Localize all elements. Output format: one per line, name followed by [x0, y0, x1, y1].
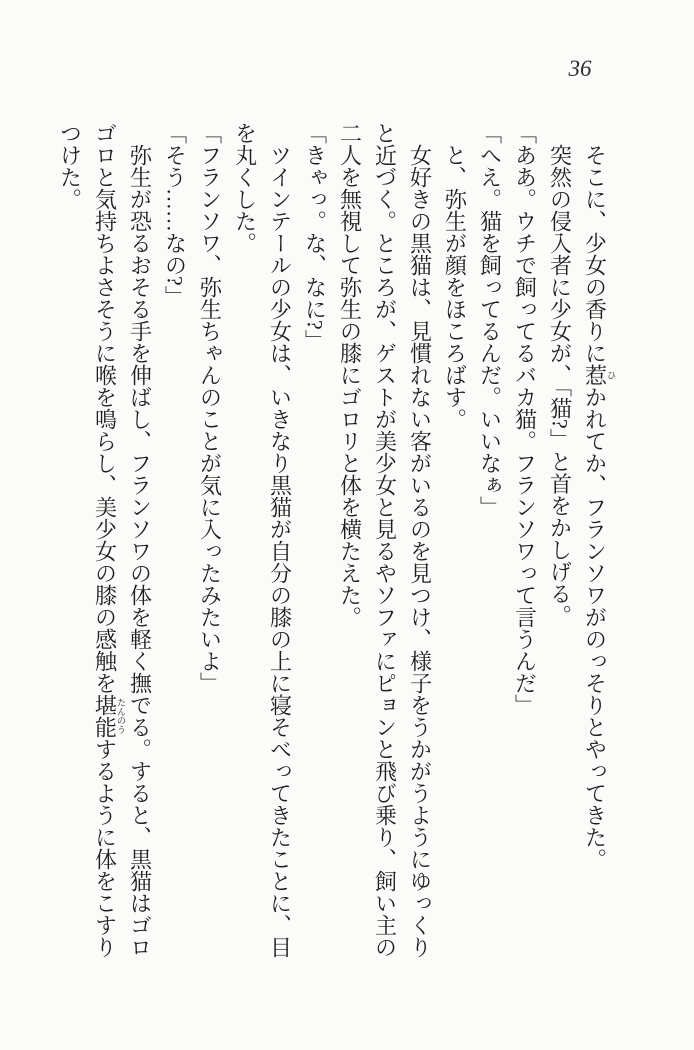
- paragraph: 「そう……なの?」: [162, 122, 188, 308]
- paragraph: と、弥生が顔をほころばす。: [442, 144, 468, 430]
- paragraph: 弥生が恐るおそる手を伸ばし、フランソワの体を軽く撫でる。すると、黒猫はゴロゴロと気持ちよさそうに喉を鳴らし、美少女の膝の感触を堪能たんのうするように体をこすりつけた。: [57, 122, 153, 958]
- furigana-annotated-word: 惹ひ: [582, 364, 616, 386]
- paragraph: 突然の侵入者に少女が、「猫?」と首をかしげる。: [547, 144, 573, 627]
- page-number: 36: [568, 56, 592, 81]
- paragraph: ツインテールの少女は、いきなり黒猫が自分の膝の上に寝そべってきたことに、目を丸くした。: [232, 122, 293, 958]
- paragraph: そこに、少女の香りに惹ひかれてか、フランソワがのっそりとやってきた。: [582, 144, 616, 870]
- paragraph: 「へえ。猫を飼ってるんだ。いいなぁ」: [477, 122, 503, 518]
- paragraph: 「きゃっ。な、なに?」: [302, 122, 328, 352]
- paragraph: 「ああ。ウチで飼ってるバカ猫。フランソワって言うんだ」: [512, 122, 538, 716]
- paragraph: 「フランソワ、弥生ちゃんのことが気に入ったみたいよ」: [197, 122, 223, 694]
- paragraph: 女好きの黒猫は、見慣れない客がいるのを見つけ、様子をうかがうようにゆっくりと近づく。ところが、ゲストが美少女と見るやソファにピョンと飛び乗り、飼い主の二人を無視して弥生の膝にゴロリと体を横たえた。: [337, 122, 433, 958]
- furigana-annotated-word: 堪能たんのう: [92, 694, 126, 738]
- body-text-block: [53, 122, 617, 964]
